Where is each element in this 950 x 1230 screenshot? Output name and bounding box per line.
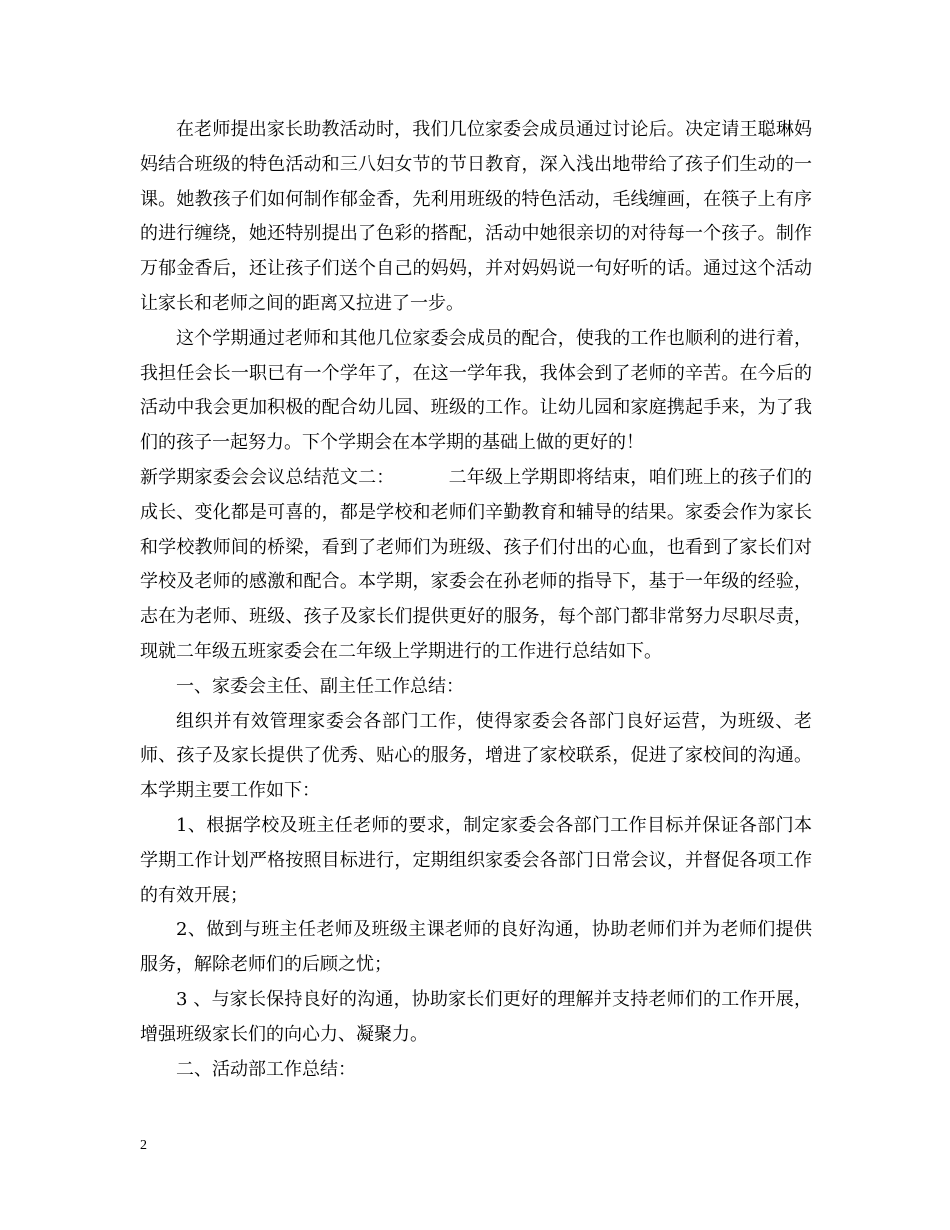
sample-two-heading: 新学期家委会会议总结范文二： <box>140 466 395 488</box>
list-item-3: 3 、与家长保持良好的沟通，协助家长们更好的理解并支持老师们的工作开展，增强班级家长们的向心力、凝聚力。 <box>140 988 812 1045</box>
paragraph-director-duties: 组织并有效管理家委会各部门工作，使得家委会各部门良好运营，为班级、老师、孩子及家长提供了优秀、贴心的服务，增进了家校联系，促进了家校间的沟通。本学期主要工作如下： <box>140 710 812 802</box>
section-heading-activity-summary: 二、活动部工作总结： <box>176 1058 356 1080</box>
sample-two-body: 二年级上学期即将结束，咱们班上的孩子们的成长、变化都是可喜的，都是学校和老师们辛勤教育和辅导的结果。家委会作为家长和学校教师间的桥梁，看到了老师们为班级、孩子们付出的心血，也看到了家长们对学校及老师的感激和配合。本学期，家委会在孙老师的指导下，基于一年级的经验，志在为老师、班级、孩子及家长们提供更好的服务，每个部门都非常努力尽职尽责，现就二年级五班家委会在二年级上学期进行的工作进行总结如下。 <box>140 466 813 662</box>
paragraph-semester-reflection: 这个学期通过老师和其他几位家委会成员的配合，使我的工作也顺利的进行着，我担任会长一职已有一个学年了，在这一学年我，我体会到了老师的辛苦。在今后的活动中我会更加积极的配合幼儿园、班级的工作。让幼儿园和家庭携起手来，为了我们的孩子一起努力。下个学期会在本学期的基础上做的更好的！ <box>140 327 812 454</box>
paragraph-parent-assistant-activity: 在老师提出家长助教活动时，我们几位家委会成员通过讨论后。决定请王聪琳妈妈结合班级的特色活动和三八妇女节的节日教育，深入浅出地带给了孩子们生动的一课。她教孩子们如何制作郁金香，先利用班级的特色活动，毛线缠画，在筷子上有序的进行缠绕，她还特别提出了色彩的搭配，活动中她很亲切的对待每一个孩子。制作万郁金香后，还让孩子们送个自己的妈妈，并对妈妈说一句好听的话。通过这个活动让家长和老师之间的距离又拉进了一步。 <box>140 119 812 314</box>
document-body <box>140 113 812 1087</box>
list-item-1: 1、根据学校及班主任老师的要求，制定家委会各部门工作目标并保证各部门本学期工作计划严格按照目标进行，定期组织家委会各部门日常会议，并督促各项工作的有效开展； <box>140 814 812 906</box>
paragraph-sample-two <box>140 461 812 670</box>
section-heading-director-summary: 一、家委会主任、副主任工作总结： <box>176 675 464 697</box>
list-item-2: 2、做到与班主任老师及班级主课老师的良好沟通，协助老师们并为老师们提供服务，解除老师们的后顾之忧； <box>140 919 812 976</box>
page-number: 2 <box>140 1138 147 1153</box>
